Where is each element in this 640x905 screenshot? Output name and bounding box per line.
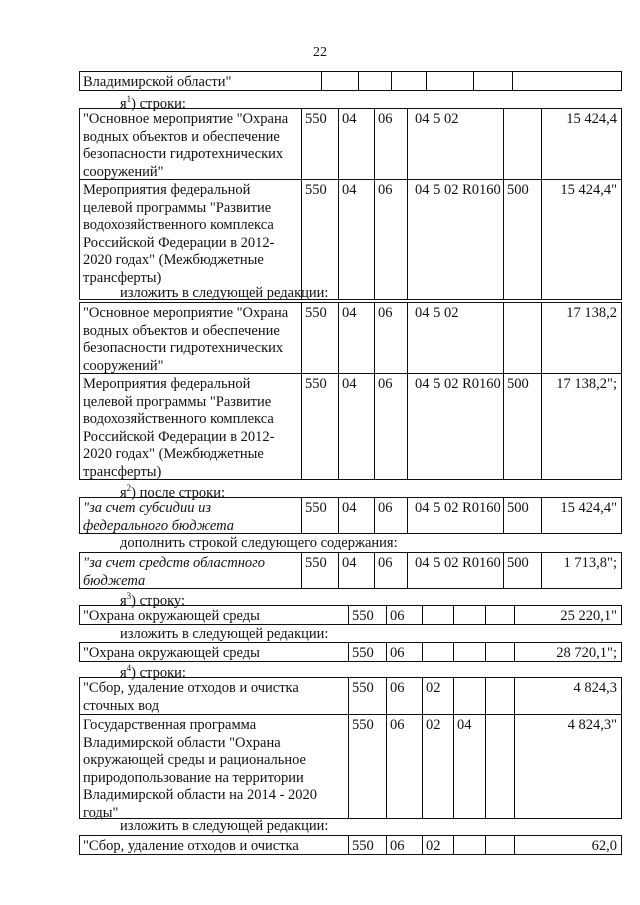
row-section: 04 (338, 374, 374, 479)
row-subsection: 06 (374, 109, 407, 179)
table-block-1 (79, 108, 622, 300)
row-admin: 550 (348, 715, 386, 818)
row-name: "за счет субсидии из федерального бюджета (83, 500, 235, 534)
instruction-7: $я^4$) строки: (120, 663, 186, 681)
row-subsection: 06 (374, 498, 407, 533)
row-expense: 500 (503, 498, 541, 533)
table-row (79, 497, 622, 534)
instruction-1: $я^1$) строки: (120, 94, 186, 112)
row-section: 04 (338, 498, 374, 533)
row-amount: 4 824,3" (514, 715, 621, 818)
row-name: "Основное мероприятие "Охрана водных объектов и обеспечение безопасности гидротехнических сооружений" (83, 305, 289, 374)
row-admin: 550 (348, 643, 386, 661)
row-amount: 28 720,1"; (514, 643, 621, 661)
table-row (79, 835, 622, 855)
row-admin: 550 (348, 836, 386, 854)
row-amount (512, 72, 621, 90)
row-expense (485, 678, 514, 714)
table-row (79, 552, 622, 589)
instruction-5: $я^3$) строку: (120, 591, 186, 609)
row-section: 04 (338, 303, 374, 373)
row-name: "за счет средств областного бюджета (83, 555, 266, 589)
row-target: 04 5 02 R0160 (407, 553, 503, 588)
row-amount: 15 424,4 (541, 109, 621, 179)
row-admin: 550 (301, 303, 338, 373)
row-amount: 25 220,1" (514, 606, 621, 624)
row-target (453, 836, 485, 854)
row-name: "Основное мероприятие "Охрана водных объектов и обеспечение безопасности гидротехнических сооружений" (83, 111, 289, 180)
row-section: 04 (338, 109, 374, 179)
row-admin: 550 (348, 678, 386, 714)
row-admin: 550 (301, 374, 338, 479)
row-subsection: 02 (422, 715, 453, 818)
row-expense: 500 (503, 374, 541, 479)
row-subsection: 06 (374, 303, 407, 373)
row-blank (485, 643, 514, 661)
row-section: 04 (338, 180, 374, 299)
row-blank (453, 643, 485, 661)
instruction-4: дополнить строкой следующего содержания: (120, 535, 398, 551)
row-target: 04 5 02 R0160 (407, 498, 503, 533)
table-row (79, 71, 622, 91)
row-section: 06 (386, 606, 422, 624)
row-amount: 62,0 (514, 836, 621, 854)
row-amount: 15 424,4" (541, 498, 621, 533)
row-blank (422, 606, 453, 624)
row-section: 06 (386, 643, 422, 661)
row-section: 06 (386, 678, 422, 714)
row-amount: 1 713,8"; (541, 553, 621, 588)
row-subsection: 06 (374, 180, 407, 299)
row-name: "Сбор, удаление отходов и очистка (83, 838, 299, 854)
row-expense: 500 (503, 553, 541, 588)
row-target: 04 5 02 R0160 (407, 374, 503, 479)
row-blank (422, 643, 453, 661)
row-expense (485, 715, 514, 818)
page-number: 22 (313, 45, 327, 60)
row-name: "Сбор, удаление отходов и очистка сточных вод (83, 680, 299, 714)
row-expense (503, 303, 541, 373)
row-name: Владимирской области" (83, 74, 232, 90)
row-name: Мероприятия федеральной целевой программы "Развитие водохозяйственного комплекса Российской Федерации в 2012-2020 годах" (Межбюджетные трансферты) (83, 182, 275, 286)
row-section: 06 (386, 836, 422, 854)
instruction-3: $я^2$) после строки: (120, 483, 226, 501)
row-name: Мероприятия федеральной целевой программы "Развитие водохозяйственного комплекса Российской Федерации в 2012-2020 годах" (Межбюджетные трансферты) (83, 376, 275, 480)
row-subsection: 06 (374, 374, 407, 479)
row-expense (473, 72, 512, 90)
row-expense: 500 (503, 180, 541, 299)
table-block-2 (79, 302, 622, 480)
row-target: 04 5 02 (407, 109, 503, 179)
row-name: "Охрана окружающей среды (83, 608, 260, 624)
row-admin: 550 (301, 109, 338, 179)
row-amount: 17 138,2 (541, 303, 621, 373)
row-blank (453, 606, 485, 624)
row-admin: 550 (348, 606, 386, 624)
table-row (79, 605, 622, 625)
row-section: 06 (386, 715, 422, 818)
row-expense (503, 109, 541, 179)
row-amount: 4 824,3 (514, 678, 621, 714)
row-admin (321, 72, 358, 90)
row-section (358, 72, 391, 90)
row-target: 04 5 02 R0160 (407, 180, 503, 299)
row-target (453, 678, 485, 714)
row-admin: 550 (301, 180, 338, 299)
instruction-2: изложить в следующей редакции: (120, 285, 329, 301)
row-admin: 550 (301, 498, 338, 533)
row-name: "Охрана окружающей среды (83, 645, 260, 661)
row-target (426, 72, 473, 90)
instruction-6: изложить в следующей редакции: (120, 626, 329, 642)
row-subsection (391, 72, 426, 90)
row-section: 04 (338, 553, 374, 588)
row-target: 04 5 02 (407, 303, 503, 373)
row-name: Государственная программа Владимирской области "Охрана окружающей среды и рациональное природопользование на территории Владимирской области на 2014 - 2020 годы" (83, 717, 318, 821)
row-subsection: 02 (422, 836, 453, 854)
row-expense (485, 836, 514, 854)
row-admin: 550 (301, 553, 338, 588)
row-amount: 17 138,2"; (541, 374, 621, 479)
row-amount: 15 424,4" (541, 180, 621, 299)
instruction-8: изложить в следующей редакции: (120, 818, 329, 834)
row-blank (485, 606, 514, 624)
table-row (79, 642, 622, 662)
row-target: 04 (453, 715, 485, 818)
row-subsection: 02 (422, 678, 453, 714)
table-block-3 (79, 677, 622, 819)
row-subsection: 06 (374, 553, 407, 588)
